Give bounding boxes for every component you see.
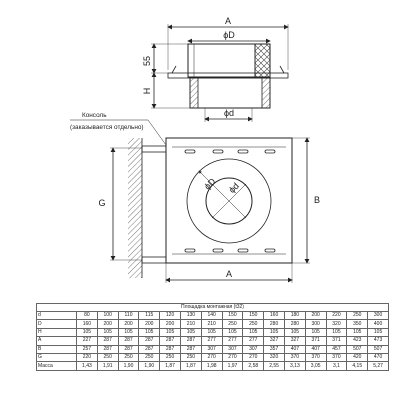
table-cell: 200 (97, 320, 118, 328)
table-cell: 1,90 (118, 362, 139, 370)
side-section-view (151, 24, 288, 122)
table-cell: 210 (180, 320, 201, 328)
label-inner-diameter-plan: ϕd (226, 180, 241, 195)
table-cell: 270 (243, 353, 264, 361)
table-row (37, 312, 389, 320)
table-cell: 120 (160, 312, 181, 320)
wall-hatch (128, 138, 142, 278)
pipe-wall-hatch (262, 78, 270, 108)
insulation-section (255, 44, 270, 77)
table-cell: 307 (201, 345, 222, 353)
lower-pipe (190, 78, 270, 108)
table-cell: 370 (326, 353, 347, 361)
table-cell: 105 (264, 328, 285, 336)
table-cell: 371 (305, 337, 326, 345)
table-cell: 507 (368, 345, 389, 353)
row-label: A (37, 337, 77, 345)
table-cell: 277 (201, 337, 222, 345)
table-cell: 100 (97, 312, 118, 320)
table-cell: 105 (139, 328, 160, 336)
label-outer-diameter-top: ϕD (223, 30, 235, 40)
label-a-bottom: A (225, 269, 233, 279)
table-cell: 105 (305, 328, 326, 336)
table-cell: 140 (201, 312, 222, 320)
table-cell: 105 (347, 328, 368, 336)
table-cell: 287 (139, 337, 160, 345)
label-a-top: A (224, 16, 232, 26)
table-cell: 200 (160, 320, 181, 328)
table-cell: 105 (180, 328, 201, 336)
table-cell: 250 (139, 353, 160, 361)
table-row (37, 320, 389, 328)
table-cell: 250 (160, 353, 181, 361)
label-inner-diameter-top: ϕd (223, 108, 235, 118)
table-cell: 250 (180, 353, 201, 361)
table-cell: 105 (284, 328, 305, 336)
mounting-plate (166, 138, 292, 263)
table-cell: 220 (77, 353, 98, 361)
table-cell: 300 (305, 320, 326, 328)
table-cell: 105 (160, 328, 181, 336)
table-cell: 80 (77, 312, 98, 320)
table-cell: 280 (284, 320, 305, 328)
table-cell: 1,87 (180, 362, 201, 370)
mounting-slot (213, 249, 223, 252)
mounting-slot (265, 150, 275, 153)
label-outer-diameter-plan: ϕD (202, 176, 218, 192)
table-cell: 105 (118, 328, 139, 336)
table-cell: 357 (264, 345, 285, 353)
table-cell: 5,27 (368, 362, 389, 370)
table-cell: 277 (222, 337, 243, 345)
table-cell: 287 (118, 345, 139, 353)
table-cell: 3,1 (326, 362, 347, 370)
table-cell: 270 (222, 353, 243, 361)
table-cell: 407 (305, 345, 326, 353)
console-bracket-bottom (142, 257, 166, 263)
table-cell: 407 (284, 345, 305, 353)
table-cell: 1,98 (201, 362, 222, 370)
table-cell: 200 (139, 320, 160, 328)
table-cell: 2,58 (243, 362, 264, 370)
row-label: G (37, 353, 77, 361)
table-cell: 507 (347, 345, 368, 353)
row-label: D (37, 320, 77, 328)
table-cell: 105 (97, 328, 118, 336)
table-cell: 110 (118, 312, 139, 320)
mounting-slot (213, 150, 223, 153)
table-cell: 257 (77, 345, 98, 353)
table-cell: 1,87 (160, 362, 181, 370)
table-cell: 3,13 (284, 362, 305, 370)
table-cell: 300 (368, 312, 389, 320)
table-cell: 210 (201, 320, 222, 328)
table-cell: 370 (284, 353, 305, 361)
table-row (37, 337, 389, 345)
table-cell: 150 (243, 312, 264, 320)
table-cell: 1,43 (77, 362, 98, 370)
callout-line-2: (заказывается отдельно) (70, 124, 144, 131)
table-cell: 287 (160, 345, 181, 353)
mounting-slot (238, 249, 248, 252)
label-55: 55 (142, 55, 152, 67)
mounting-slot (238, 150, 248, 153)
table-cell: 473 (368, 337, 389, 345)
table-cell: 105 (368, 328, 389, 336)
table-cell: 105 (326, 328, 347, 336)
table-cell: 115 (139, 312, 160, 320)
table-cell: 105 (201, 328, 222, 336)
table-cell: 200 (118, 320, 139, 328)
table-cell: 105 (243, 328, 264, 336)
table-row (37, 345, 389, 353)
table-caption: Площадка монтажная (t32) (37, 304, 389, 312)
table-cell: 105 (77, 328, 98, 336)
table-cell: 420 (347, 353, 368, 361)
callout-line-1: Консоль (82, 112, 107, 119)
table-cell: 160 (77, 320, 98, 328)
table-row (37, 328, 389, 336)
table-cell: 457 (326, 345, 347, 353)
table-cell: 287 (139, 345, 160, 353)
table-cell: 400 (368, 320, 389, 328)
table-cell: 4,15 (347, 362, 368, 370)
console-bracket-top (142, 146, 166, 152)
table-cell: 130 (180, 312, 201, 320)
table-cell: 287 (97, 345, 118, 353)
table-cell: 307 (243, 345, 264, 353)
table-cell: 307 (222, 345, 243, 353)
table-cell: 250 (118, 353, 139, 361)
table-cell: 320 (326, 320, 347, 328)
table-cell: 250 (243, 320, 264, 328)
table-cell: 287 (160, 337, 181, 345)
dimensions-table (36, 303, 389, 371)
label-h: H (142, 87, 152, 95)
table-cell: 250 (347, 312, 368, 320)
table-cell: 287 (180, 337, 201, 345)
table-cell: 370 (305, 353, 326, 361)
table-cell: 277 (243, 337, 264, 345)
table-cell: 2,55 (264, 362, 285, 370)
row-label: H (37, 328, 77, 336)
table-cell: 287 (97, 337, 118, 345)
row-label: Масса (37, 362, 77, 370)
table-cell: 250 (222, 320, 243, 328)
table-cell: 1,97 (222, 362, 243, 370)
table-cell: 160 (264, 312, 285, 320)
table-cell: 150 (222, 312, 243, 320)
table-cell: 1,90 (139, 362, 160, 370)
table-cell: 280 (264, 320, 285, 328)
table-cell: 423 (347, 337, 368, 345)
table-cell: 105 (222, 328, 243, 336)
table-cell: 220 (326, 312, 347, 320)
table-cell: 320 (264, 353, 285, 361)
mounting-slot (185, 249, 195, 252)
table-cell: 180 (284, 312, 305, 320)
table-cell: 227 (77, 337, 98, 345)
table-cell: 350 (347, 320, 368, 328)
table-row (37, 353, 389, 361)
table-cell: 270 (201, 353, 222, 361)
row-label: B (37, 345, 77, 353)
label-b: B (313, 195, 321, 205)
row-label: d (37, 312, 77, 320)
mounting-slot (265, 249, 275, 252)
table-cell: 3,05 (305, 362, 326, 370)
table-cell: 327 (284, 337, 305, 345)
table-cell: 470 (368, 353, 389, 361)
plan-view (110, 138, 310, 283)
mounting-slot (185, 150, 195, 153)
table-cell: 371 (326, 337, 347, 345)
table-cell: 1,91 (97, 362, 118, 370)
table-cell: 287 (118, 337, 139, 345)
table-cell: 200 (305, 312, 326, 320)
table-cell: 250 (97, 353, 118, 361)
label-g: G (98, 198, 106, 208)
table-row (37, 362, 389, 370)
table-cell: 327 (264, 337, 285, 345)
table-cell: 287 (180, 345, 201, 353)
pipe-wall-hatch (190, 78, 198, 108)
